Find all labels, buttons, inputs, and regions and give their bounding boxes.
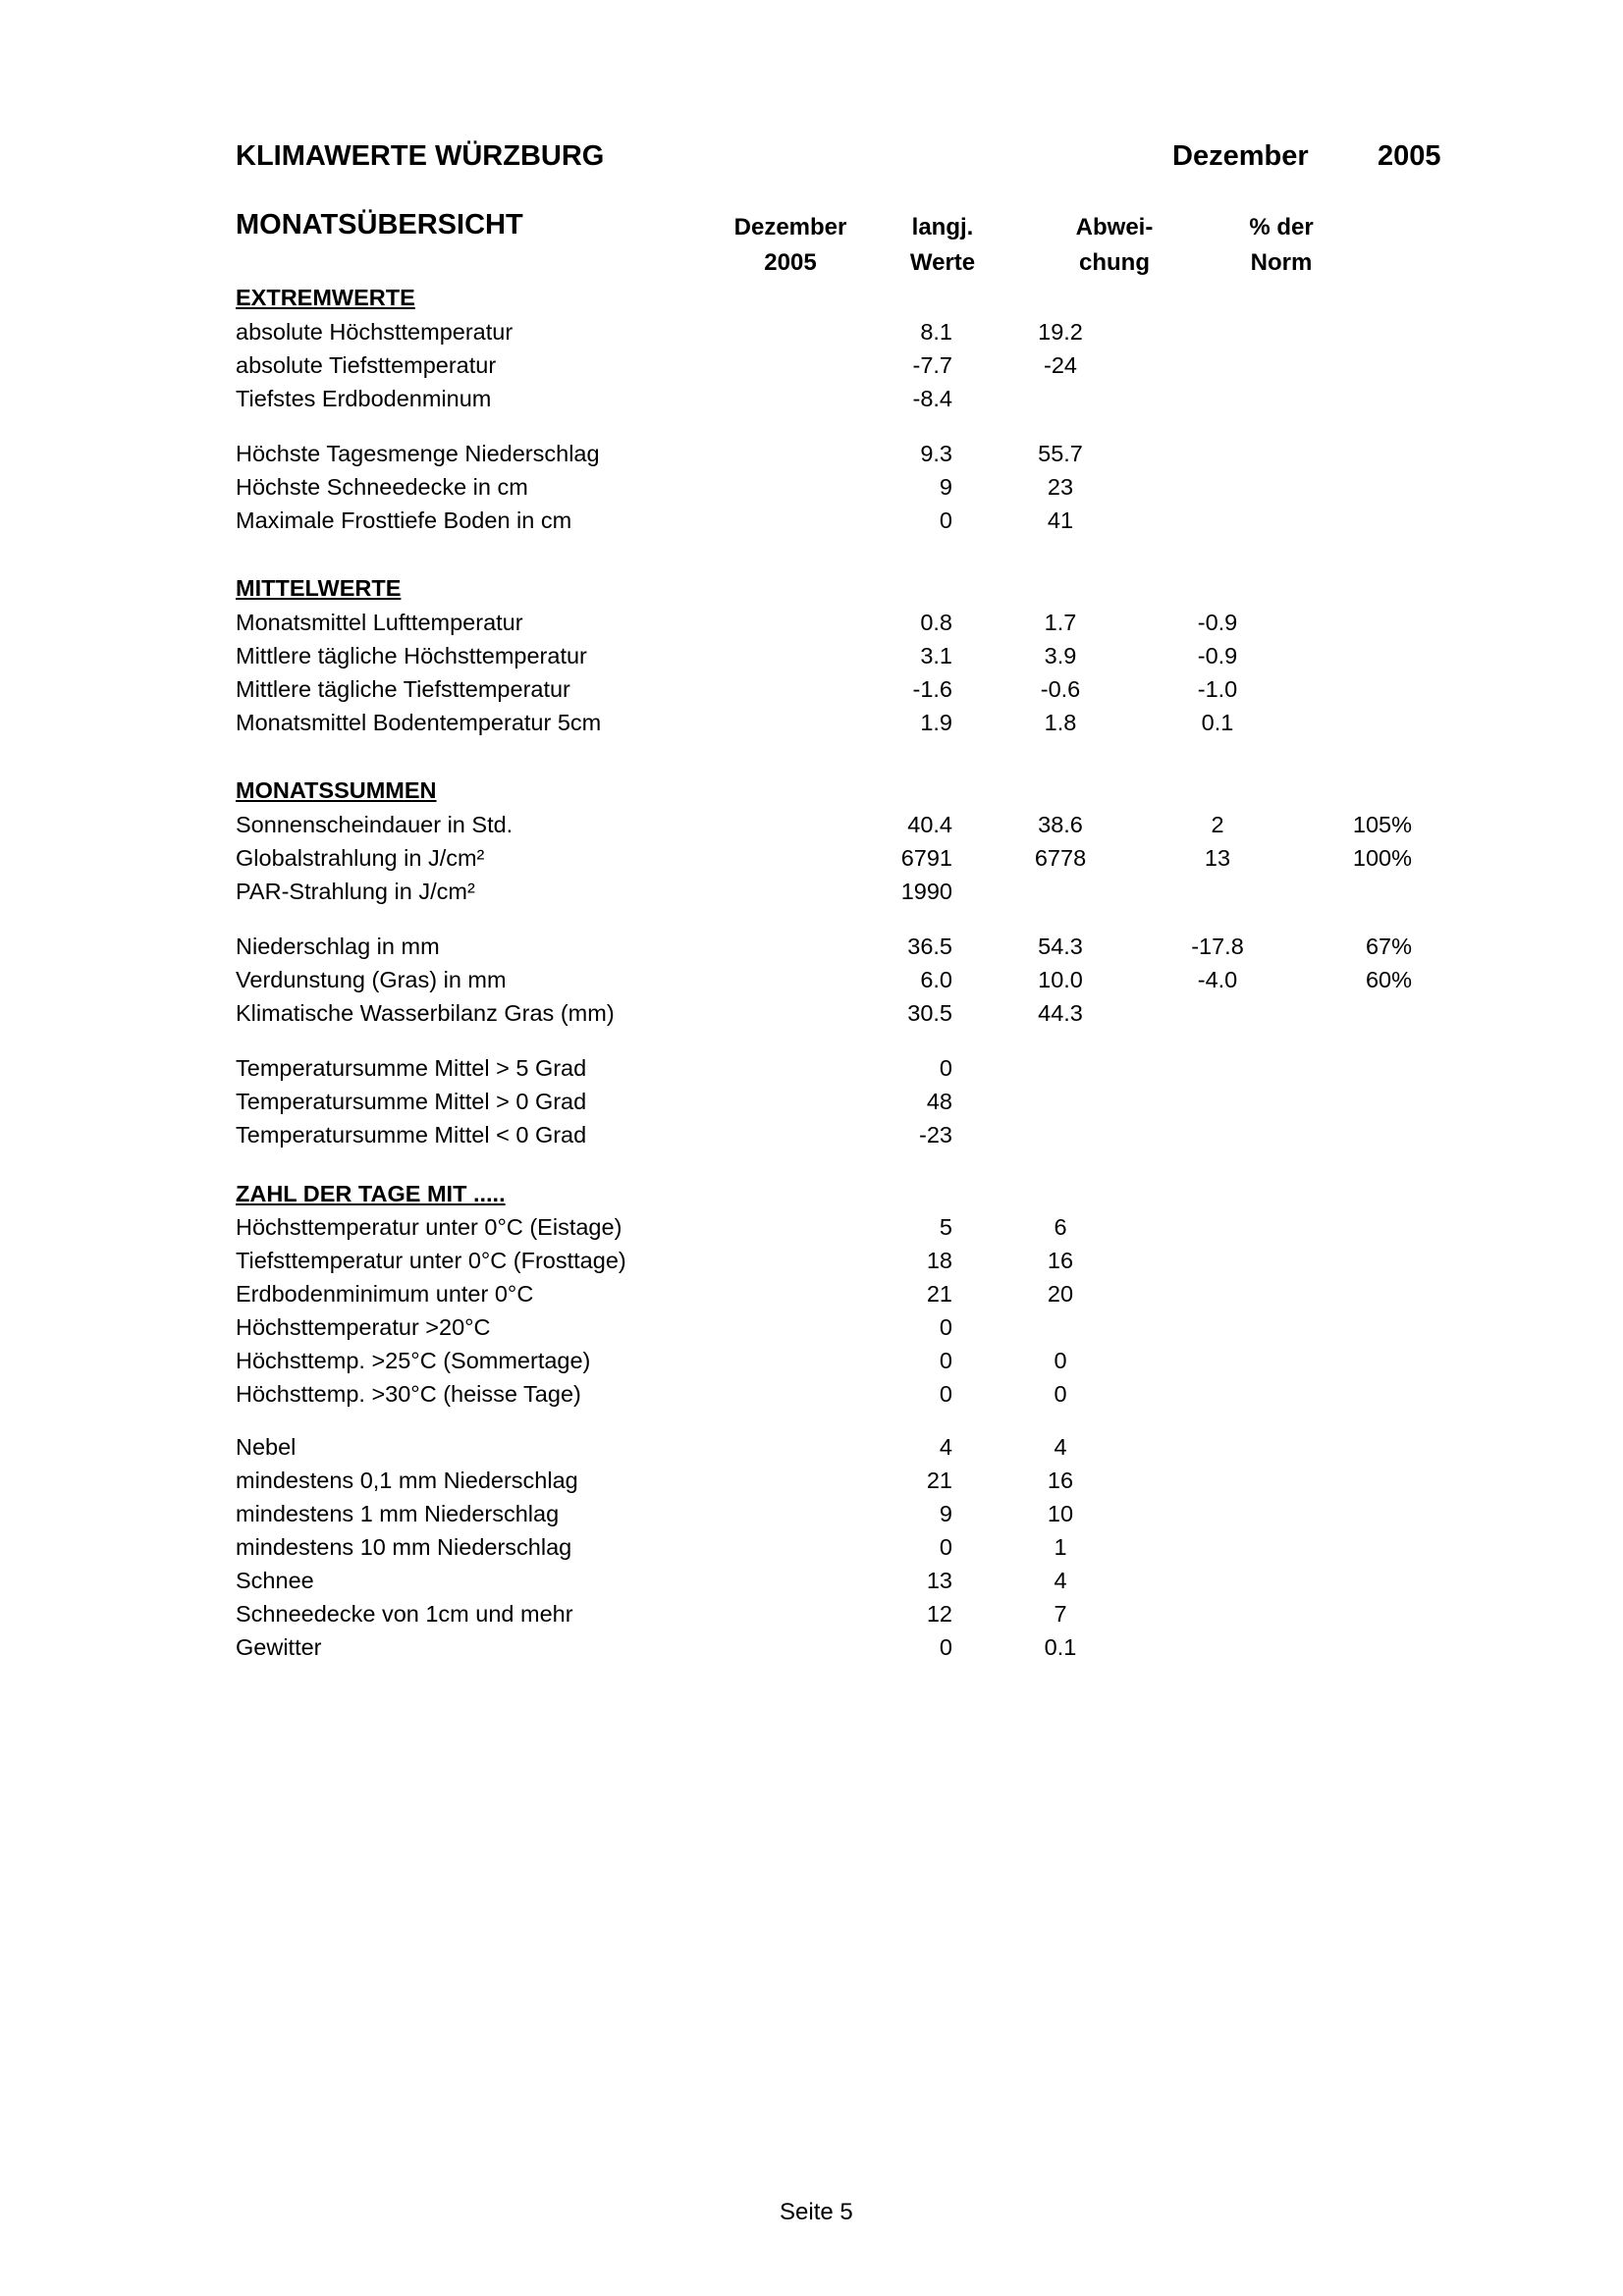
row-label: Globalstrahlung in J/cm² xyxy=(236,845,485,871)
value-longterm: 6 xyxy=(1054,1214,1067,1240)
value-current: 21 xyxy=(926,1281,952,1307)
table-row xyxy=(236,1281,1414,1314)
row-label: Temperatursumme Mittel < 0 Grad xyxy=(236,1122,587,1148)
value-longterm: 41 xyxy=(1047,507,1074,533)
table-row xyxy=(236,319,1414,352)
value-longterm: 23 xyxy=(1047,474,1074,500)
row-label: Höchste Schneedecke in cm xyxy=(236,474,528,500)
value-longterm: 1.7 xyxy=(1044,610,1077,635)
table-row xyxy=(236,1381,1414,1415)
table-row xyxy=(236,1314,1414,1348)
value-current: 8.1 xyxy=(920,319,952,345)
row-label: Höchsttemperatur unter 0°C (Eistage) xyxy=(236,1214,622,1240)
table-row xyxy=(236,441,1414,474)
row-label: Mittlere tägliche Tiefsttemperatur xyxy=(236,676,570,702)
table-row xyxy=(236,812,1414,845)
value-current: -8.4 xyxy=(912,386,952,411)
value-current: 0 xyxy=(939,1314,952,1340)
row-label: absolute Tiefsttemperatur xyxy=(236,352,497,378)
value-current: 0 xyxy=(939,1534,952,1560)
value-longterm: 1 xyxy=(1054,1534,1067,1560)
value-deviation: -1.0 xyxy=(1197,676,1238,702)
row-label: Klimatische Wasserbilanz Gras (mm) xyxy=(236,1000,615,1026)
row-label: Schneedecke von 1cm und mehr xyxy=(236,1601,573,1627)
table-row xyxy=(236,934,1414,967)
table-row xyxy=(236,352,1414,386)
page-number: Seite 5 xyxy=(780,2199,853,2225)
value-deviation: 13 xyxy=(1204,845,1231,871)
page-subtitle: MONATSÜBERSICHT xyxy=(236,209,523,240)
value-longterm: 16 xyxy=(1047,1248,1074,1273)
row-label: Sonnenscheindauer in Std. xyxy=(236,812,514,837)
value-current: 1.9 xyxy=(920,710,952,735)
value-percent-norm: 67% xyxy=(1365,934,1412,959)
table-row xyxy=(236,967,1414,1000)
col-header-current: Dezember 2005 xyxy=(733,214,847,276)
value-longterm: 6778 xyxy=(1034,845,1087,871)
value-longterm: 16 xyxy=(1047,1468,1074,1493)
table-row xyxy=(236,1501,1414,1534)
value-current: 0.8 xyxy=(920,610,952,635)
row-label: Monatsmittel Lufttemperatur xyxy=(236,610,523,635)
value-longterm: -24 xyxy=(1044,352,1077,378)
value-current: 9 xyxy=(939,1501,952,1526)
row-label: Tiefsttemperatur unter 0°C (Frosttage) xyxy=(236,1248,626,1273)
table-row xyxy=(236,386,1414,419)
value-percent-norm: 105% xyxy=(1352,812,1412,837)
table-row xyxy=(236,610,1414,643)
row-label: Erdbodenminimum unter 0°C xyxy=(236,1281,534,1307)
table-row xyxy=(236,1468,1414,1501)
table-row xyxy=(236,507,1414,541)
value-current: 36.5 xyxy=(907,934,952,959)
table-row xyxy=(236,1634,1414,1668)
value-current: 9 xyxy=(939,474,952,500)
value-current: 0 xyxy=(939,1055,952,1081)
value-current: 21 xyxy=(926,1468,952,1493)
value-longterm: 10 xyxy=(1047,1501,1074,1526)
value-longterm: 7 xyxy=(1054,1601,1067,1627)
table-row xyxy=(236,1248,1414,1281)
row-label: Höchsttemp. >30°C (heisse Tage) xyxy=(236,1381,581,1407)
table-row xyxy=(236,1089,1414,1122)
col-header-longterm: langj. Werte xyxy=(909,214,976,276)
table-row xyxy=(236,1568,1414,1601)
table-row xyxy=(236,1348,1414,1381)
value-current: 40.4 xyxy=(907,812,952,837)
value-current: 18 xyxy=(926,1248,952,1273)
value-longterm: 55.7 xyxy=(1038,441,1083,466)
row-label: Niederschlag in mm xyxy=(236,934,440,959)
row-label: Gewitter xyxy=(236,1634,322,1660)
row-label: Maximale Frosttiefe Boden in cm xyxy=(236,507,572,533)
table-row xyxy=(236,1055,1414,1089)
value-current: 12 xyxy=(926,1601,952,1627)
value-longterm: 4 xyxy=(1054,1568,1067,1593)
value-current: 6791 xyxy=(900,845,952,871)
row-label: Nebel xyxy=(236,1434,297,1460)
table-row xyxy=(236,1122,1414,1155)
value-longterm: 4 xyxy=(1054,1434,1067,1460)
table-row xyxy=(236,474,1414,507)
value-longterm: -0.6 xyxy=(1040,676,1081,702)
value-longterm: 10.0 xyxy=(1038,967,1083,992)
row-label: Verdunstung (Gras) in mm xyxy=(236,967,507,992)
table-row xyxy=(236,1534,1414,1568)
value-percent-norm: 100% xyxy=(1352,845,1412,871)
value-longterm: 1.8 xyxy=(1044,710,1077,735)
row-label: mindestens 0,1 mm Niederschlag xyxy=(236,1468,578,1493)
section-tage: ZAHL DER TAGE MIT ..... xyxy=(236,1181,506,1206)
section-monatssummen: MONATSSUMMEN xyxy=(236,777,437,803)
row-label: Schnee xyxy=(236,1568,314,1593)
value-deviation: -0.9 xyxy=(1197,610,1238,635)
table-row xyxy=(236,1214,1414,1248)
section-mittelwerte: MITTELWERTE xyxy=(236,575,402,601)
value-longterm: 20 xyxy=(1047,1281,1074,1307)
table-row xyxy=(236,676,1414,710)
value-current: 6.0 xyxy=(920,967,952,992)
table-row xyxy=(236,1434,1414,1468)
row-label: mindestens 1 mm Niederschlag xyxy=(236,1501,560,1526)
table-row xyxy=(236,643,1414,676)
row-label: Temperatursumme Mittel > 5 Grad xyxy=(236,1055,587,1081)
value-longterm: 19.2 xyxy=(1038,319,1083,345)
value-longterm: 44.3 xyxy=(1038,1000,1083,1026)
value-current: 5 xyxy=(939,1214,952,1240)
value-longterm: 0 xyxy=(1054,1348,1067,1373)
value-deviation: -0.9 xyxy=(1197,643,1238,668)
row-label: Höchsttemp. >25°C (Sommertage) xyxy=(236,1348,591,1373)
value-percent-norm: 60% xyxy=(1365,967,1412,992)
col-header-deviation: Abwei- chung xyxy=(1075,214,1154,276)
value-current: -1.6 xyxy=(912,676,952,702)
col-header-norm: % der Norm xyxy=(1249,214,1314,276)
value-current: -7.7 xyxy=(912,352,952,378)
row-label: Mittlere tägliche Höchsttemperatur xyxy=(236,643,587,668)
value-current: 3.1 xyxy=(920,643,952,668)
row-label: Temperatursumme Mittel > 0 Grad xyxy=(236,1089,587,1114)
value-longterm: 0 xyxy=(1054,1381,1067,1407)
row-label: Monatsmittel Bodentemperatur 5cm xyxy=(236,710,602,735)
row-label: Tiefstes Erdbodenminum xyxy=(236,386,492,411)
value-current: 4 xyxy=(939,1434,952,1460)
table-row xyxy=(236,710,1414,743)
value-current: 0 xyxy=(939,1348,952,1373)
page-title: KLIMAWERTE WÜRZBURG xyxy=(236,140,605,172)
value-current: 48 xyxy=(926,1089,952,1114)
row-label: absolute Höchsttemperatur xyxy=(236,319,514,345)
value-current: 0 xyxy=(939,507,952,533)
row-label: Höchste Tagesmenge Niederschlag xyxy=(236,441,600,466)
value-longterm: 38.6 xyxy=(1038,812,1083,837)
header-month: Dezember xyxy=(1172,140,1309,172)
row-label: mindestens 10 mm Niederschlag xyxy=(236,1534,572,1560)
value-current: 1990 xyxy=(900,879,952,904)
table-row xyxy=(236,1601,1414,1634)
value-deviation: 0.1 xyxy=(1201,710,1234,735)
value-deviation: -4.0 xyxy=(1197,967,1238,992)
value-current: 13 xyxy=(926,1568,952,1593)
table-row xyxy=(236,845,1414,879)
value-current: 0 xyxy=(939,1381,952,1407)
value-deviation: -17.8 xyxy=(1191,934,1244,959)
value-current: 9.3 xyxy=(920,441,952,466)
value-longterm: 3.9 xyxy=(1044,643,1077,668)
table-row xyxy=(236,879,1414,912)
row-label: Höchsttemperatur >20°C xyxy=(236,1314,491,1340)
section-extremwerte: EXTREMWERTE xyxy=(236,285,415,310)
header-year: 2005 xyxy=(1378,140,1441,172)
table-row xyxy=(236,1000,1414,1034)
value-current: 30.5 xyxy=(907,1000,952,1026)
row-label: PAR-Strahlung in J/cm² xyxy=(236,879,475,904)
value-current: 0 xyxy=(939,1634,952,1660)
value-deviation: 2 xyxy=(1211,812,1224,837)
value-current: -23 xyxy=(919,1122,952,1148)
value-longterm: 0.1 xyxy=(1044,1634,1077,1660)
value-longterm: 54.3 xyxy=(1038,934,1083,959)
